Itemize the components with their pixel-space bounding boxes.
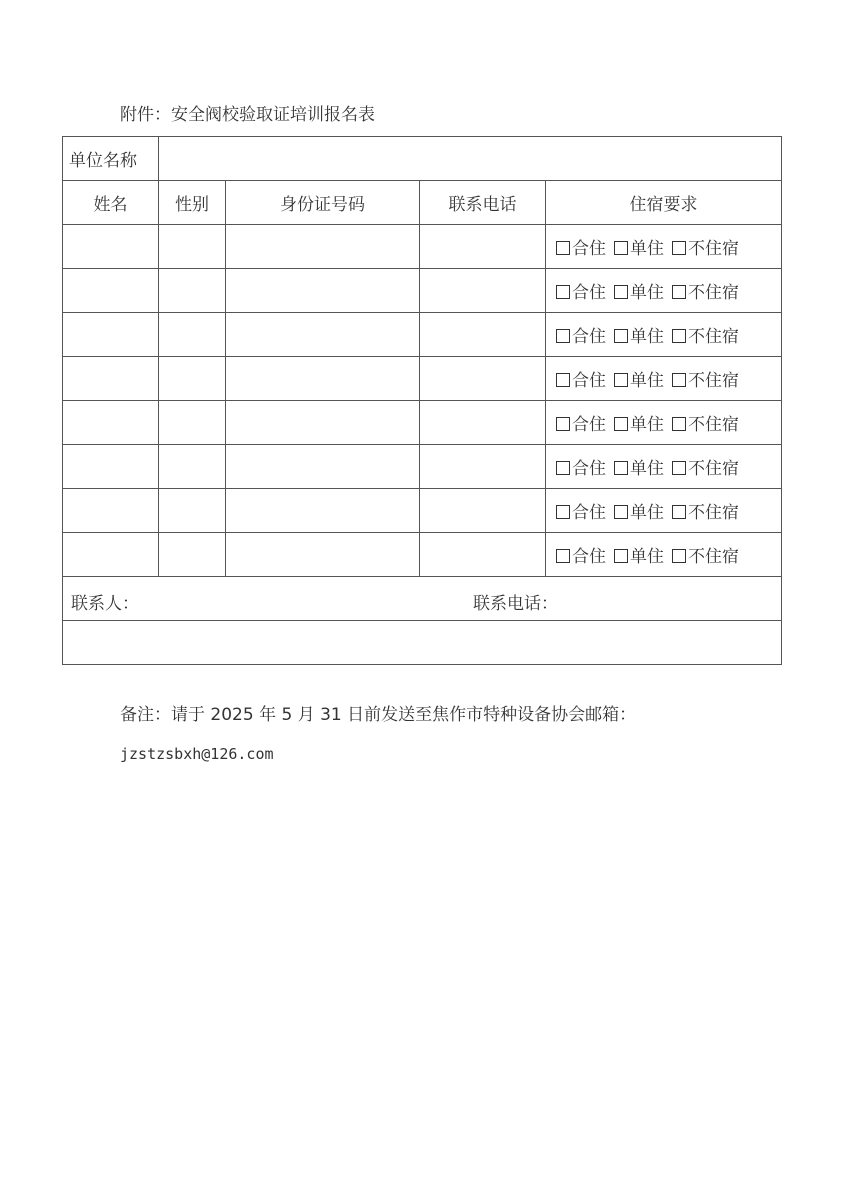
contact-person-label: 联系人： (71, 594, 139, 614)
option-none[interactable] (672, 410, 739, 435)
participant-row (63, 445, 782, 489)
participant-row (63, 533, 782, 577)
option-single[interactable] (614, 410, 664, 435)
participant-name-cell[interactable] (63, 401, 159, 445)
checkbox-icon[interactable] (556, 549, 570, 563)
accommodation-options (546, 225, 782, 269)
checkbox-icon[interactable] (672, 417, 686, 431)
checkbox-icon[interactable] (614, 417, 628, 431)
header-id-number: 身份证号码 (226, 181, 420, 225)
participant-id-number-cell[interactable] (226, 269, 420, 313)
option-label: 合住 (572, 415, 606, 435)
option-none[interactable] (672, 278, 739, 303)
checkbox-icon[interactable] (556, 241, 570, 255)
participant-gender-cell[interactable] (159, 401, 226, 445)
option-label: 单住 (630, 415, 664, 435)
participant-phone-cell[interactable] (420, 401, 546, 445)
participant-gender-cell[interactable] (159, 269, 226, 313)
checkbox-icon[interactable] (672, 549, 686, 563)
contact-cell[interactable] (63, 577, 782, 621)
participant-gender-cell[interactable] (159, 533, 226, 577)
option-label: 不住宿 (688, 503, 739, 523)
option-label: 单住 (630, 239, 664, 259)
option-label: 合住 (572, 503, 606, 523)
option-shared[interactable] (556, 410, 606, 435)
checkbox-icon[interactable] (556, 505, 570, 519)
option-single[interactable] (614, 366, 664, 391)
checkbox-icon[interactable] (672, 505, 686, 519)
checkbox-icon[interactable] (556, 373, 570, 387)
participant-phone-cell[interactable] (420, 489, 546, 533)
participant-name-cell[interactable] (63, 533, 159, 577)
option-single[interactable] (614, 234, 664, 259)
participant-row (63, 357, 782, 401)
option-single[interactable] (614, 278, 664, 303)
participant-name-cell[interactable] (63, 357, 159, 401)
option-shared[interactable] (556, 278, 606, 303)
checkbox-icon[interactable] (614, 461, 628, 475)
checkbox-icon[interactable] (672, 241, 686, 255)
checkbox-icon[interactable] (672, 285, 686, 299)
participant-gender-cell[interactable] (159, 225, 226, 269)
option-label: 合住 (572, 239, 606, 259)
option-label: 单住 (630, 371, 664, 391)
unit-label: 单位名称 (63, 137, 159, 181)
participant-gender-cell[interactable] (159, 357, 226, 401)
checkbox-icon[interactable] (672, 461, 686, 475)
option-shared[interactable] (556, 366, 606, 391)
header-row (63, 181, 782, 225)
participant-name-cell[interactable] (63, 489, 159, 533)
participant-id-number-cell[interactable] (226, 357, 420, 401)
checkbox-icon[interactable] (672, 373, 686, 387)
option-label: 单住 (630, 547, 664, 567)
participant-phone-cell[interactable] (420, 357, 546, 401)
participant-phone-cell[interactable] (420, 533, 546, 577)
email-address: jzstzsbxh@126.com (120, 745, 274, 763)
accommodation-options (546, 533, 782, 577)
option-label: 不住宿 (688, 547, 739, 567)
checkbox-icon[interactable] (556, 285, 570, 299)
checkbox-icon[interactable] (614, 505, 628, 519)
blank-cell[interactable] (63, 621, 782, 665)
checkbox-icon[interactable] (672, 329, 686, 343)
option-label: 单住 (630, 327, 664, 347)
participant-row (63, 225, 782, 269)
accommodation-options (546, 313, 782, 357)
participant-id-number-cell[interactable] (226, 313, 420, 357)
option-none[interactable] (672, 454, 739, 479)
note-text: 备注：请于 2025 年 5 月 31 日前发送至焦作市特种设备协会邮箱： (120, 705, 637, 725)
participant-id-number-cell[interactable] (226, 445, 420, 489)
option-label: 合住 (572, 371, 606, 391)
participant-name-cell[interactable] (63, 225, 159, 269)
option-label: 单住 (630, 503, 664, 523)
participant-name-cell[interactable] (63, 313, 159, 357)
header-phone: 联系电话 (420, 181, 546, 225)
option-single[interactable] (614, 322, 664, 347)
checkbox-icon[interactable] (614, 329, 628, 343)
participant-id-number-cell[interactable] (226, 401, 420, 445)
participant-id-number-cell[interactable] (226, 489, 420, 533)
option-none[interactable] (672, 498, 739, 523)
contact-row (63, 577, 782, 621)
participant-gender-cell[interactable] (159, 445, 226, 489)
blank-row (63, 621, 782, 665)
accommodation-options (546, 489, 782, 533)
option-label: 合住 (572, 547, 606, 567)
participant-id-number-cell[interactable] (226, 533, 420, 577)
accommodation-options (546, 269, 782, 313)
participant-name-cell[interactable] (63, 269, 159, 313)
option-none[interactable] (672, 322, 739, 347)
unit-name-field[interactable] (159, 137, 782, 181)
participant-name-cell[interactable] (63, 445, 159, 489)
option-shared[interactable] (556, 498, 606, 523)
checkbox-icon[interactable] (614, 285, 628, 299)
checkbox-icon[interactable] (556, 461, 570, 475)
participant-phone-cell[interactable] (420, 269, 546, 313)
option-single[interactable] (614, 454, 664, 479)
option-label: 合住 (572, 327, 606, 347)
option-label: 单住 (630, 459, 664, 479)
checkbox-icon[interactable] (556, 329, 570, 343)
unit-row (63, 137, 782, 181)
option-single[interactable] (614, 498, 664, 523)
contact-phone-label: 联系电话： (473, 594, 558, 614)
option-shared[interactable] (556, 542, 606, 567)
option-label: 合住 (572, 283, 606, 303)
participant-row (63, 313, 782, 357)
option-none[interactable] (672, 234, 739, 259)
option-shared[interactable] (556, 454, 606, 479)
option-label: 不住宿 (688, 415, 739, 435)
checkbox-icon[interactable] (614, 549, 628, 563)
option-label: 不住宿 (688, 459, 739, 479)
participant-row (63, 269, 782, 313)
participant-gender-cell[interactable] (159, 489, 226, 533)
participant-row (63, 401, 782, 445)
option-label: 合住 (572, 459, 606, 479)
accommodation-options (546, 357, 782, 401)
option-single[interactable] (614, 542, 664, 567)
participant-phone-cell[interactable] (420, 225, 546, 269)
participant-row (63, 489, 782, 533)
option-shared[interactable] (556, 322, 606, 347)
header-gender: 性别 (159, 181, 226, 225)
form-title: 附件：安全阀校验取证培训报名表 (120, 105, 375, 125)
registration-table (62, 136, 782, 665)
option-label: 不住宿 (688, 239, 739, 259)
option-none[interactable] (672, 366, 739, 391)
option-label: 不住宿 (688, 327, 739, 347)
participant-phone-cell[interactable] (420, 445, 546, 489)
checkbox-icon[interactable] (614, 241, 628, 255)
header-name: 姓名 (63, 181, 159, 225)
option-label: 单住 (630, 283, 664, 303)
accommodation-options (546, 445, 782, 489)
participant-id-number-cell[interactable] (226, 225, 420, 269)
option-none[interactable] (672, 542, 739, 567)
option-label: 不住宿 (688, 371, 739, 391)
option-shared[interactable] (556, 234, 606, 259)
checkbox-icon[interactable] (556, 417, 570, 431)
header-accommodation: 住宿要求 (546, 181, 782, 225)
checkbox-icon[interactable] (614, 373, 628, 387)
option-label: 不住宿 (688, 283, 739, 303)
participant-phone-cell[interactable] (420, 313, 546, 357)
accommodation-options (546, 401, 782, 445)
participant-gender-cell[interactable] (159, 313, 226, 357)
